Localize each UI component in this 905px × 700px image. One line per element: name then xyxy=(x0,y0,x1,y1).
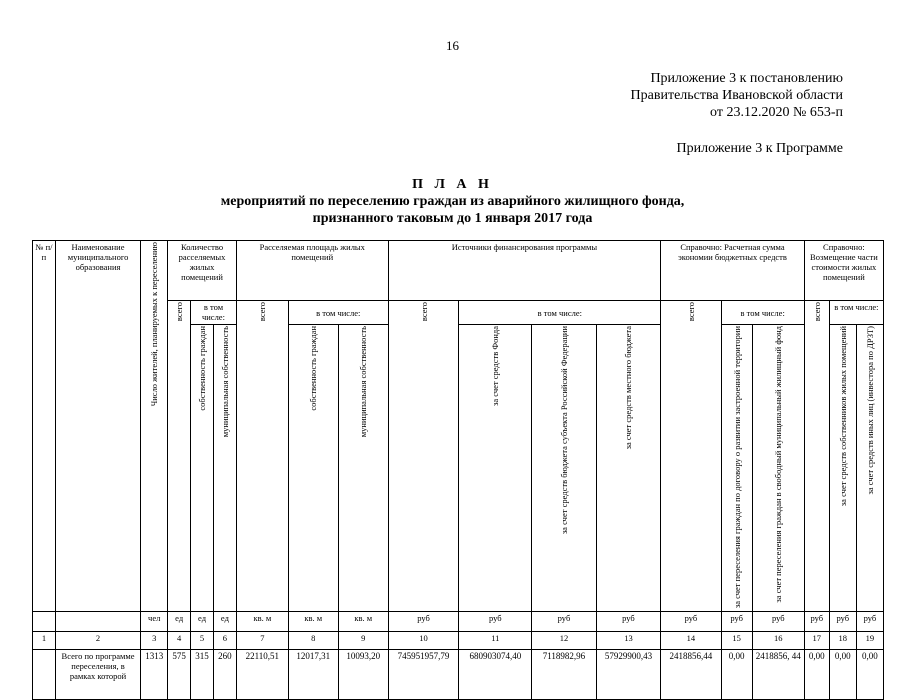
table-cell: 1313 xyxy=(141,650,168,700)
table-cell: 575 xyxy=(168,650,191,700)
plan-title: П Л А Н xyxy=(412,177,493,192)
unit-cell: ед xyxy=(213,612,236,632)
column-number: 19 xyxy=(856,632,883,650)
header-qty-total-label: всего xyxy=(174,302,185,322)
header-other-persons-label: за счет средств иных лиц (инвестора по ДРЗТ) xyxy=(864,326,875,495)
unit-cell: руб xyxy=(752,612,804,632)
column-number: 1 xyxy=(33,632,56,650)
header-resettle-free-fund-label: за счет переселения граждан в свободный муниципальный жилищный фонд xyxy=(773,326,784,603)
header-other-persons xyxy=(856,325,883,612)
table-cell: 680903074,40 xyxy=(459,650,532,700)
column-number: 6 xyxy=(213,632,236,650)
unit-cell: руб xyxy=(804,612,829,632)
header-reference-compensation: Справочно: Возмещение части стоимости жилых помещений xyxy=(804,241,883,301)
header-fund-label: за счет средств Фонда xyxy=(490,326,501,406)
header-qty-incl: в том числе: xyxy=(191,301,237,325)
unit-cell: кв. м xyxy=(288,612,338,632)
column-number: 4 xyxy=(168,632,191,650)
appendix-to-resolution xyxy=(631,70,843,121)
header-resettle-contract-label: за счет переселения граждан по договору о развитии застроенной территории xyxy=(731,326,742,609)
header-qty-citizens xyxy=(191,325,214,612)
column-number: 9 xyxy=(338,632,388,650)
unit-cell: ед xyxy=(168,612,191,632)
header-own-funds-label: за счет средств собственников жилых помещений xyxy=(837,326,848,507)
header-qty-total xyxy=(168,301,191,612)
header-area-incl: в том числе: xyxy=(288,301,388,325)
header-sources-incl: в том числе: xyxy=(459,301,661,325)
header-subject-budget xyxy=(532,325,596,612)
column-number: 17 xyxy=(804,632,829,650)
header-sources-total xyxy=(388,301,459,612)
header-fund xyxy=(459,325,532,612)
appendix-line: от 23.12.2020 № 653-п xyxy=(710,105,843,120)
header-subject-budget-label: за счет средств бюджета субъекта Российской Федерации xyxy=(558,326,569,535)
table-row xyxy=(33,650,884,700)
header-area-municipal-label: муниципальная собственность xyxy=(358,326,369,438)
header-resettle-contract xyxy=(721,325,752,612)
column-number: 14 xyxy=(661,632,721,650)
header-area-total xyxy=(236,301,288,612)
column-number: 5 xyxy=(191,632,214,650)
table-cell: 22110,51 xyxy=(236,650,288,700)
appendix-to-program: Приложение 3 к Программе xyxy=(676,141,843,156)
header-municipality: Наименование муниципального образования xyxy=(55,241,140,612)
header-compensation-total xyxy=(804,301,829,612)
header-local-budget xyxy=(596,325,660,612)
row-number-empty xyxy=(33,650,56,700)
column-number: 7 xyxy=(236,632,288,650)
table-cell: 0,00 xyxy=(804,650,829,700)
unit-cell: руб xyxy=(388,612,459,632)
header-own-funds xyxy=(829,325,856,612)
plan-subtitle-line1: мероприятий по переселению граждан из аварийного жилищного фонда, xyxy=(220,194,685,209)
header-area-municipal xyxy=(338,325,388,612)
appendix-line: Правительства Ивановской области xyxy=(630,88,843,103)
header-compensation-total-label: всего xyxy=(811,302,822,322)
column-number: 18 xyxy=(829,632,856,650)
table-cell: 0,00 xyxy=(829,650,856,700)
table-cell: 745951957,79 xyxy=(388,650,459,700)
unit-cell: руб xyxy=(856,612,883,632)
header-residents xyxy=(141,241,168,612)
header-number: № п/п xyxy=(33,241,56,612)
header-area: Расселяемая площадь жилых помещений xyxy=(236,241,388,301)
header-funding-sources: Источники финансирования программы xyxy=(388,241,661,301)
row-total-name: Всего по программе переселения, в рамках которой xyxy=(55,650,140,700)
table-cell: 2418856,44 xyxy=(661,650,721,700)
units-row xyxy=(33,612,884,632)
header-economy-total-label: всего xyxy=(685,302,696,322)
unit-cell: руб xyxy=(532,612,596,632)
header-qty-municipal xyxy=(213,325,236,612)
appendix-line: Приложение 3 к постановлению xyxy=(650,71,843,86)
header-reference-economy: Справочно: Расчетная сумма экономии бюджетных средств xyxy=(661,241,805,301)
unit-cell: кв. м xyxy=(236,612,288,632)
unit-cell: ед xyxy=(191,612,214,632)
table-cell: 2418856, 44 xyxy=(752,650,804,700)
table-cell: 315 xyxy=(191,650,214,700)
header-sources-total-label: всего xyxy=(418,302,429,322)
header-area-total-label: всего xyxy=(257,302,268,322)
header-area-citizens-label: собственность граждан xyxy=(308,326,319,411)
table-cell: 57929900,43 xyxy=(596,650,660,700)
table-cell: 7118982,96 xyxy=(532,650,596,700)
unit-cell: чел xyxy=(141,612,168,632)
table-cell: 12017,31 xyxy=(288,650,338,700)
unit-cell: кв. м xyxy=(338,612,388,632)
resettlement-plan-table xyxy=(32,240,884,700)
table-cell: 260 xyxy=(213,650,236,700)
table-cell: 0,00 xyxy=(721,650,752,700)
column-number: 3 xyxy=(141,632,168,650)
column-number: 12 xyxy=(532,632,596,650)
unit-cell: руб xyxy=(596,612,660,632)
column-number: 8 xyxy=(288,632,338,650)
unit-cell: руб xyxy=(721,612,752,632)
header-quantity: Количество расселяемых жилых помещений xyxy=(168,241,237,301)
units-empty-1 xyxy=(33,612,56,632)
column-number: 11 xyxy=(459,632,532,650)
header-economy-total xyxy=(661,301,721,612)
units-empty-2 xyxy=(55,612,140,632)
header-compensation-incl: в том числе: xyxy=(829,301,883,325)
unit-cell: руб xyxy=(459,612,532,632)
header-resettle-free-fund xyxy=(752,325,804,612)
column-number: 16 xyxy=(752,632,804,650)
column-number: 10 xyxy=(388,632,459,650)
header-area-citizens xyxy=(288,325,338,612)
table-cell: 10093,20 xyxy=(338,650,388,700)
unit-cell: руб xyxy=(829,612,856,632)
page-number: 16 xyxy=(446,38,459,53)
column-numbers-row xyxy=(33,632,884,650)
plan-subtitle-line2: признанного таковым до 1 января 2017 года xyxy=(312,211,593,226)
unit-cell: руб xyxy=(661,612,721,632)
column-number: 15 xyxy=(721,632,752,650)
column-number: 2 xyxy=(55,632,140,650)
column-number: 13 xyxy=(596,632,660,650)
header-qty-citizens-label: собственность граждан xyxy=(197,326,208,411)
header-residents-label: Число жителей, планируемых к переселению xyxy=(149,242,160,407)
header-local-budget-label: за счет средств местного бюджета xyxy=(623,326,634,450)
header-economy-incl: в том числе: xyxy=(721,301,804,325)
table-cell: 0,00 xyxy=(856,650,883,700)
header-qty-municipal-label: муниципальная собственность xyxy=(219,326,230,438)
